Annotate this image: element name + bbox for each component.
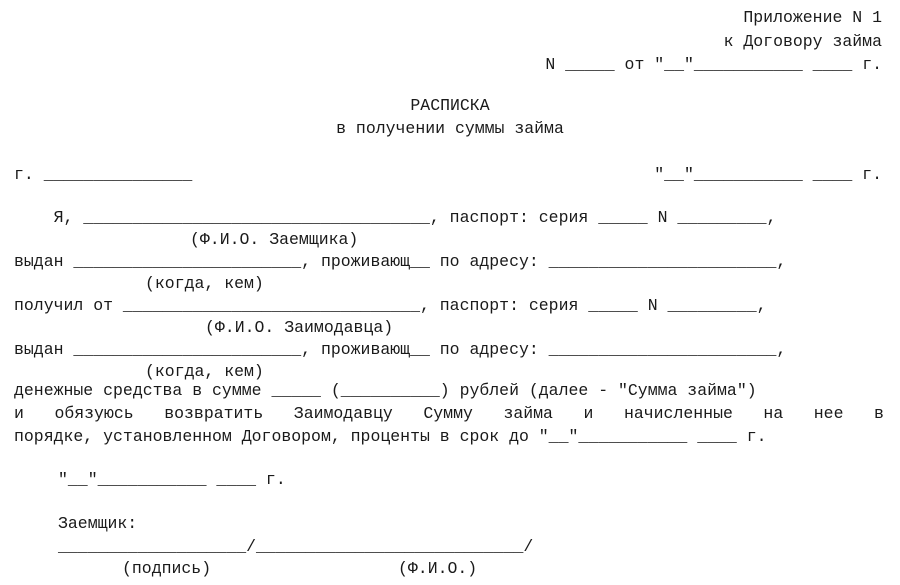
body-word: и (583, 404, 594, 423)
signature-date: "__"___________ ____ г. (58, 470, 286, 489)
body-word: и (14, 404, 24, 423)
borrower-issued-line: выдан _______________________, проживающ__ по адресу: _______________________, (14, 252, 787, 271)
borrower-caption: (Ф.И.О. Заемщика) (190, 230, 359, 249)
contract-number-date: N _____ от "__"___________ ____ г. (545, 55, 882, 74)
body-word: займа (503, 404, 553, 423)
body-word: начисленные (623, 404, 733, 423)
lender-line: получил от ______________________________, паспорт: серия _____ N _________, (14, 296, 767, 315)
lender-issued-line: выдан _______________________, проживающ__ по адресу: _______________________, (14, 340, 787, 359)
document-title: РАСПИСКА (410, 96, 490, 115)
body-word: Заимодавцу (293, 404, 393, 423)
body-word: возвратить (164, 404, 264, 423)
appendix-label: Приложение N 1 (743, 8, 882, 27)
body-word: в (874, 404, 884, 423)
body-word: нее (813, 404, 844, 423)
signature-caption: (подпись) (122, 559, 212, 578)
body-line-2 (14, 404, 884, 424)
lender-issued-caption: (когда, кем) (145, 362, 264, 381)
date-field: "__"___________ ____ г. (654, 165, 882, 184)
body-word: на (763, 404, 784, 423)
borrower-issued-caption: (когда, кем) (145, 274, 264, 293)
contract-ref: к Договору займа (723, 32, 882, 51)
signature-line: ___________________/___________________________/ (58, 537, 534, 556)
borrower-label: Заемщик: (58, 514, 138, 533)
body-word: обязуюсь (54, 404, 134, 423)
body-word: Сумму (423, 404, 473, 423)
name-caption: (Ф.И.О.) (398, 559, 478, 578)
body-line-3: порядке, установленном Договором, проценты в срок до "__"___________ ____ г. (14, 427, 767, 446)
place-field: г. _______________ (14, 165, 193, 184)
borrower-line: Я, ___________________________________, паспорт: серия _____ N _________, (14, 208, 777, 227)
document-subtitle: в получении суммы займа (336, 119, 564, 138)
lender-caption: (Ф.И.О. Заимодавца) (205, 318, 394, 337)
body-line-1: денежные средства в сумме _____ (__________) рублей (далее - "Сумма займа") (14, 381, 757, 400)
